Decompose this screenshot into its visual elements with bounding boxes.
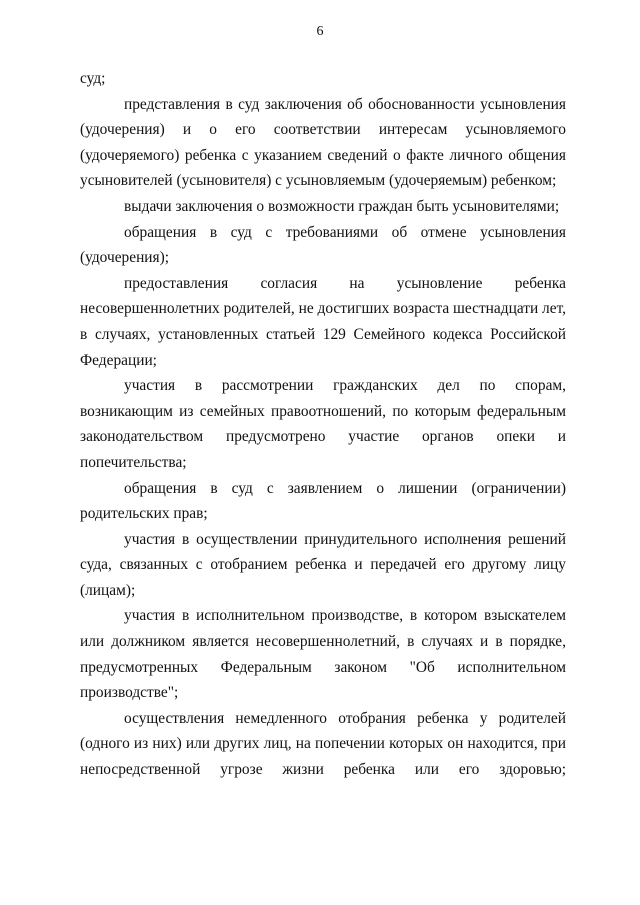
paragraph-immediate-removal: осуществления немедленного отобрания ребенка у родителей (одного из них) или других лиц, на попечении которых он находится, при непосредственной угрозе жизни ребенка или его здоровью; (80, 709, 566, 779)
paragraph-enforcement-proceedings: участия в исполнительном производстве, в котором взыскателем или должником является несовершеннолетний, в случаях и в порядке, предусмотренных Федеральным законом "Об исполнительном производстве"; (80, 607, 566, 702)
paragraph-adoption-conclusion: представления в суд заключения об обоснованности усыновления (удочерения) и о его соответствии интересам усыновляемого (удочеряемого) ребенка с указанием сведений о факте личного общения усыновителей (усыновителя) с усыновляемым (удочеряемым) ребенком; (80, 95, 566, 190)
paragraph-adopter-eligibility: выдачи заключения о возможности граждан быть усыновителями; (124, 197, 560, 215)
paragraph-adoption-cancellation: обращения в суд с требованиями об отмене усыновления (удочерения); (80, 223, 566, 267)
paragraph-minor-parents-consent: предоставления согласия на усыновление ребенка несовершеннолетних родителей, не достигших возраста шестнадцати лет, в случаях, установленных статьей 129 Семейного кодекса Российской Федерации; (80, 274, 566, 369)
paragraph-enforcement: участия в осуществлении принудительного исполнения решений суда, связанных с отобранием ребенка и передачей его другому лицу (лицам); (80, 530, 566, 599)
document-body (80, 66, 566, 783)
paragraph-court: суд; (80, 70, 106, 87)
paragraph-parental-rights: обращения в суд с заявлением о лишении (ограничении) родительских прав; (80, 479, 566, 523)
page-number: 6 (316, 24, 324, 39)
paragraph-family-disputes: участия в рассмотрении гражданских дел по спорам, возникающим из семейных правоотношений, по которым федеральным законодательством предусмотрено участие органов опеки и попечительства; (80, 377, 566, 471)
